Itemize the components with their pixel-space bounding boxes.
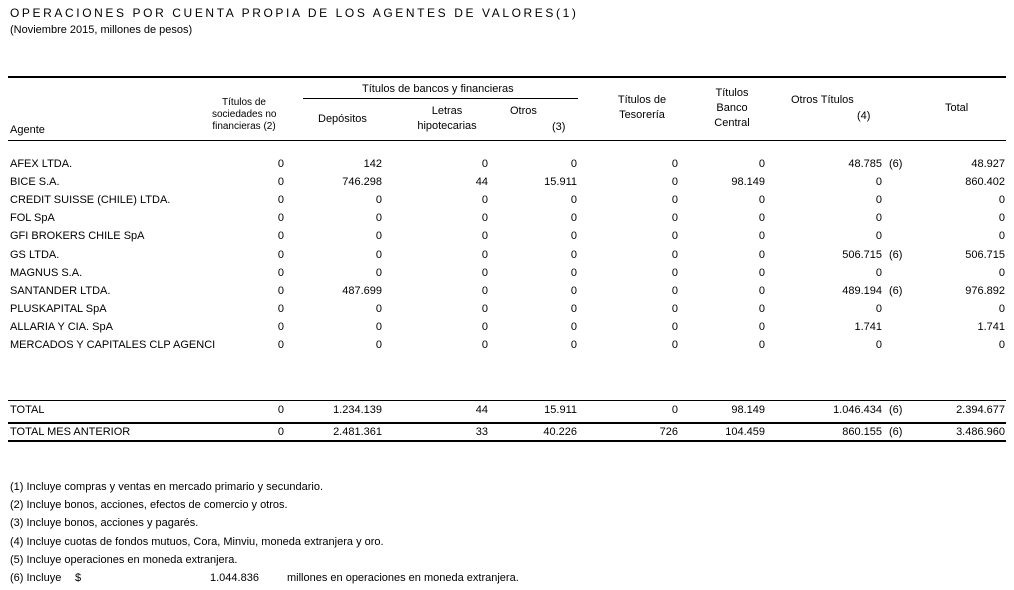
cell-dep: 142 [363,158,382,170]
cell-soc: 0 [277,158,284,170]
cell-tes: 0 [671,158,678,170]
header-total: Total [945,102,969,114]
cell-otros: 0 [570,320,577,333]
cell-dep: 487.699 [342,284,382,297]
cell-otros: 40.226 [543,426,577,438]
cell-tes: 726 [659,426,678,438]
cell-ot: 489.194 [842,284,882,297]
cell-letras: 44 [475,176,488,189]
cell-letras: 44 [475,404,488,416]
totals-row [0,424,1014,441]
page-title: OPERACIONES POR CUENTA PROPIA DE LOS AGENTES DE VALORES(1) [10,6,579,20]
cell-bc: 0 [758,284,765,297]
cell-ot: 48.785 [848,158,882,170]
footnote-4: (4) Incluye cuotas de fondos mutuos, Cora, Minviu, moneda extranjera y oro. [10,536,384,548]
cell-agente: ALLARIA Y CIA. SpA [10,320,113,333]
footnote-6-suffix: millones en operaciones en moneda extranjera. [287,572,519,584]
cell-tes: 0 [671,266,678,279]
table-row [0,192,1014,209]
cell-otros: 0 [570,284,577,297]
cell-bc: 0 [758,266,765,279]
header-otros-note: (3) [552,121,566,133]
cell-tes: 0 [671,230,678,243]
cell-soc: 0 [277,248,284,261]
cell-otros: 0 [570,230,577,243]
cell-total: 860.402 [965,176,1005,189]
cell-bc: 0 [758,230,765,243]
cell-soc: 0 [277,212,284,225]
cell-agente: SANTANDER LTDA. [10,284,111,297]
cell-ot: 1.741 [854,320,882,333]
cell-total: 0 [998,302,1005,315]
cell-letras: 0 [481,212,488,225]
cell-soc: 0 [277,194,284,207]
cell-agente: PLUSKAPITAL SpA [10,302,107,315]
cell-agente: TOTAL [10,404,45,416]
cell-otros: 0 [570,266,577,279]
cell-soc: 0 [277,266,284,279]
cell-agente: CREDIT SUISSE (CHILE) LTDA. [10,194,171,207]
cell-bc: 0 [758,320,765,333]
cell-tes: 0 [671,339,678,351]
cell-total: 0 [998,230,1005,243]
cell-bc: 0 [758,302,765,315]
cell-tes: 0 [671,404,678,416]
header-otros-titulos-note: (4) [857,110,871,122]
cell-tes: 0 [671,248,678,261]
totals-row [0,402,1014,419]
cell-ot: 0 [875,176,882,189]
cell-ot: 0 [875,266,882,279]
footnote-6-currency: $ [75,572,82,584]
cell-total: 48.927 [971,158,1005,170]
cell-bc: 0 [758,248,765,261]
cell-ot: 1.046.434 [833,404,882,416]
cell-dep: 0 [375,266,382,279]
table-row [0,265,1014,282]
cell-total: 976.892 [965,284,1005,297]
header-bottom-rule [8,140,1006,141]
cell-otros: 0 [570,212,577,225]
cell-otros: 0 [570,194,577,207]
cell-bc: 0 [758,339,765,351]
cell-letras: 0 [481,158,488,170]
page-subtitle: (Noviembre 2015, millones de pesos) [10,24,193,36]
cell-agente: FOL SpA [10,212,55,225]
cell-bc: 0 [758,212,765,225]
cell-total: 0 [998,212,1005,225]
cell-soc: 0 [277,302,284,315]
cell-dep: 1.234.139 [333,404,382,416]
cell-agente: GS LTDA. [10,248,60,261]
cell-tes: 0 [671,320,678,333]
cell-note: (6) [889,404,903,416]
cell-bc: 0 [758,194,765,207]
cell-otros: 0 [570,302,577,315]
footnote-3: (3) Incluye bonos, acciones y pagarés. [10,517,199,529]
cell-soc: 0 [277,426,284,438]
cell-tes: 0 [671,284,678,297]
cell-otros: 0 [570,339,577,351]
cell-dep: 2.481.361 [333,426,382,438]
cell-agente: BICE S.A. [10,176,60,189]
cell-otros: 15.911 [544,176,577,189]
cell-letras: 0 [481,230,488,243]
table-row [0,301,1014,318]
cell-total: 2.394.677 [956,404,1005,416]
cell-ot: 860.155 [842,426,882,438]
cell-note: (6) [889,248,903,261]
cell-otros: 0 [570,158,577,170]
cell-dep: 0 [375,230,382,243]
cell-agente: MAGNUS S.A. [10,266,83,279]
totals-top-rule [8,400,1006,401]
header-otros-titulos: Otros Títulos [791,94,854,106]
cell-dep: 0 [375,194,382,207]
cell-otros: 15.911 [544,404,577,416]
cell-total: 0 [998,339,1005,351]
cell-soc: 0 [277,404,284,416]
cell-soc: 0 [277,230,284,243]
header-tesoreria: Títulos de Tesorería [617,94,667,121]
cell-total: 1.741 [977,320,1005,333]
cell-letras: 0 [481,266,488,279]
header-top-rule [8,76,1006,78]
cell-agente: MERCADOS Y CAPITALES CLP AGENCI [10,339,216,351]
table-row [0,156,1014,173]
header-sociedades: Títulos de sociedades no financieras (2) [212,97,277,132]
cell-bc: 104.459 [725,426,765,438]
cell-ot: 506.715 [842,248,882,261]
cell-note: (6) [889,426,903,438]
cell-letras: 33 [475,426,488,438]
footnote-6-prefix: (6) Incluye [10,572,62,584]
cell-ot: 0 [875,339,882,351]
cell-bc: 98.149 [731,176,765,189]
cell-agente: AFEX LTDA. [10,158,73,170]
cell-ot: 0 [875,302,882,315]
cell-note: (6) [889,284,903,297]
cell-total: 0 [998,266,1005,279]
cell-tes: 0 [671,302,678,315]
cell-soc: 0 [277,339,284,351]
cell-letras: 0 [481,339,488,351]
table-row [0,319,1014,336]
cell-letras: 0 [481,194,488,207]
cell-agente: TOTAL MES ANTERIOR [10,426,131,438]
cell-otros: 0 [570,248,577,261]
cell-dep: 0 [375,212,382,225]
header-otros: Otros [510,105,537,117]
table-row [0,247,1014,264]
cell-ot: 0 [875,212,882,225]
cell-dep: 746.298 [342,176,382,189]
table-row [0,210,1014,227]
cell-dep: 0 [375,302,382,315]
cell-ot: 0 [875,194,882,207]
footnote-1: (1) Incluye compras y ventas en mercado primario y secundario. [10,481,324,493]
footnote-5: (5) Incluye operaciones en moneda extranjera. [10,554,238,566]
cell-soc: 0 [277,284,284,297]
cell-ot: 0 [875,230,882,243]
cell-soc: 0 [277,176,284,189]
cell-note: (6) [889,158,903,170]
cell-soc: 0 [277,320,284,333]
cell-dep: 0 [375,320,382,333]
table-row [0,283,1014,300]
table-row [0,174,1014,191]
cell-total: 0 [998,194,1005,207]
header-banco-central: Títulos Banco Central [714,87,750,129]
cell-total: 506.715 [965,248,1005,261]
header-depositos: Depósitos [318,113,367,125]
cell-letras: 0 [481,302,488,315]
cell-dep: 0 [375,248,382,261]
cell-letras: 0 [481,248,488,261]
header-group-rule [303,98,578,99]
cell-letras: 0 [481,284,488,297]
cell-letras: 0 [481,320,488,333]
cell-dep: 0 [375,339,382,351]
table-row [0,337,1014,354]
header-agente: Agente [10,124,45,136]
footnote-6-amount: 1.044.836 [210,572,259,584]
cell-bc: 0 [758,158,765,170]
cell-tes: 0 [671,212,678,225]
cell-tes: 0 [671,176,678,189]
header-letras: Letras hipotecarias [417,105,477,132]
header-group-bancos: Títulos de bancos y financieras [362,83,514,95]
cell-total: 3.486.960 [956,426,1005,438]
cell-bc: 98.149 [731,404,765,416]
table-row [0,228,1014,245]
cell-tes: 0 [671,194,678,207]
cell-agente: GFI BROKERS CHILE SpA [10,230,145,243]
footnote-2: (2) Incluye bonos, acciones, efectos de comercio y otros. [10,499,288,511]
